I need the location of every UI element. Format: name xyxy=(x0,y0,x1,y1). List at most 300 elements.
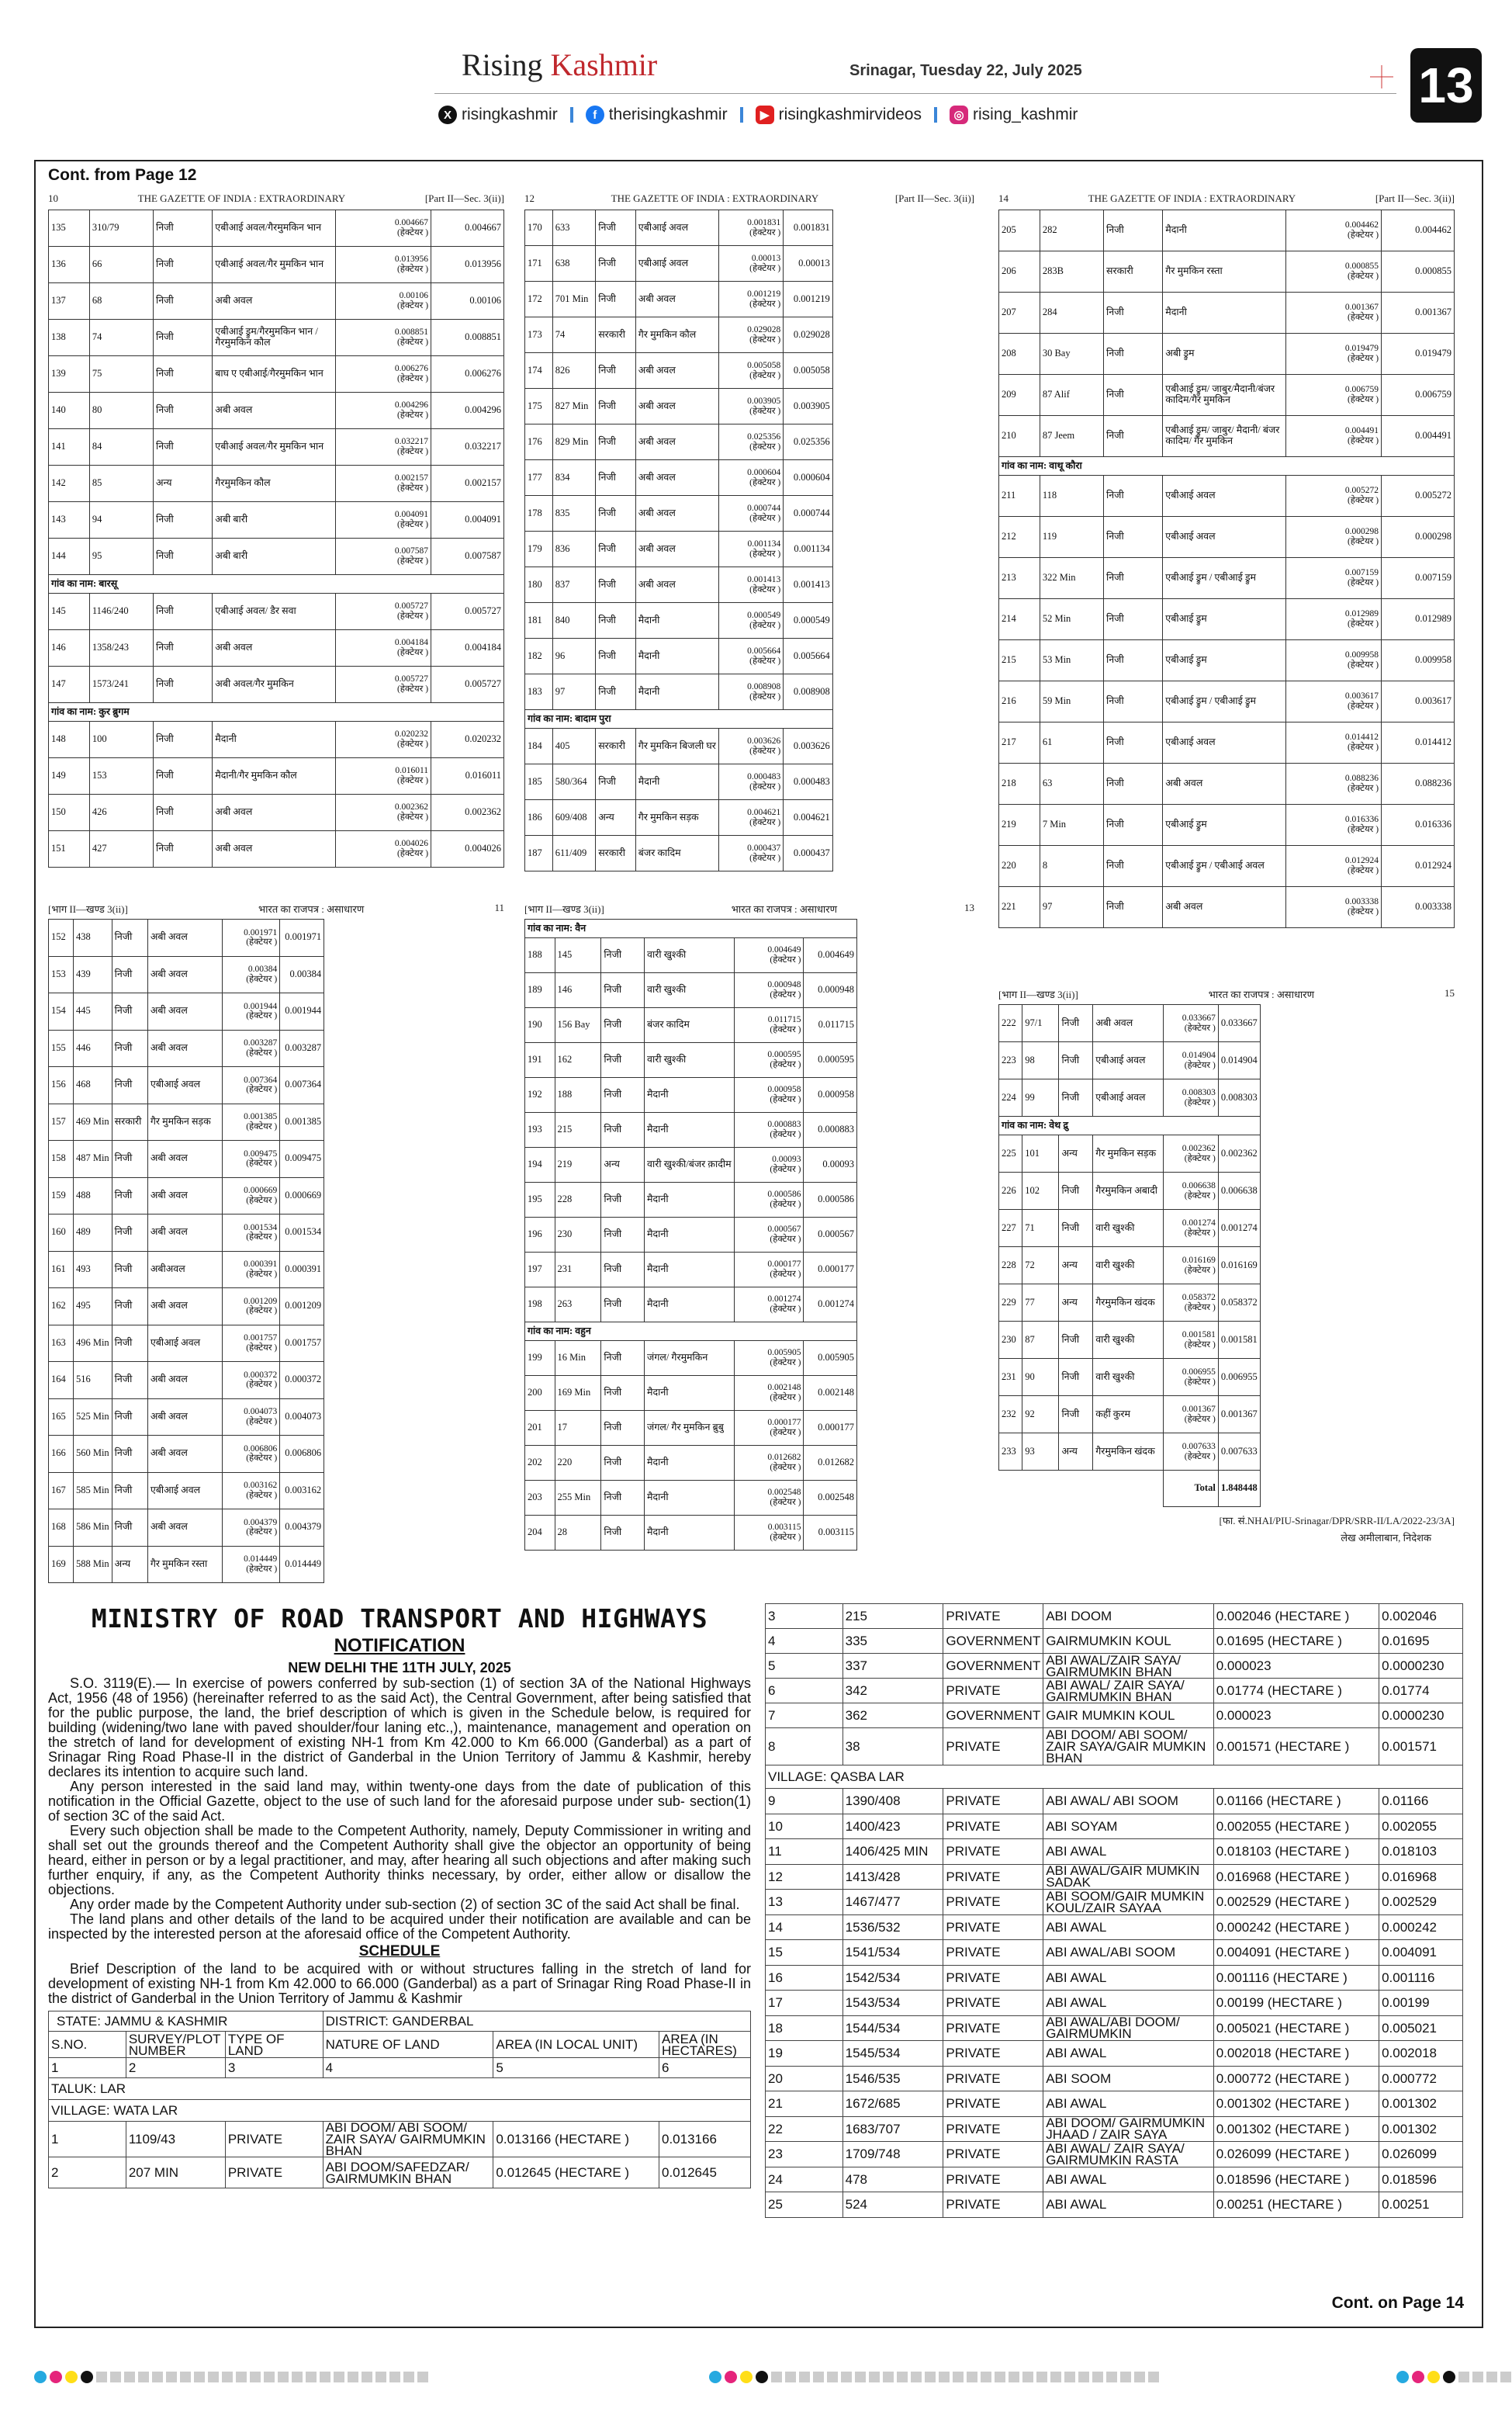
area-cell: 0.018103 (HECTARE ) xyxy=(1213,1839,1379,1865)
serial-cell: 197 xyxy=(525,1253,555,1287)
area-cell xyxy=(222,1177,280,1214)
survey-cell: 16 Min xyxy=(555,1341,601,1376)
serial-cell: 231 xyxy=(999,1359,1022,1396)
serial-cell: 198 xyxy=(525,1287,555,1322)
registration-square-icon xyxy=(911,2372,922,2382)
registration-square-icon xyxy=(306,2372,317,2382)
type-cell: PRIVATE xyxy=(943,1728,1043,1765)
registration-square-icon xyxy=(1022,2372,1033,2382)
registration-square-icon xyxy=(939,2372,950,2382)
survey-cell: 283B xyxy=(1040,251,1103,293)
area-cell xyxy=(222,920,280,957)
social-handle: rising_kashmir xyxy=(973,106,1078,123)
registration-square-icon xyxy=(995,2372,1005,2382)
color-registration-strip-center xyxy=(709,2368,1159,2386)
serial-cell: 164 xyxy=(49,1362,74,1399)
area-cell xyxy=(335,594,431,630)
area-cell xyxy=(718,246,783,282)
table-row xyxy=(999,210,1455,251)
hectare-cell: 0.004462 xyxy=(1382,210,1455,251)
hectare-cell: 0.007364 xyxy=(280,1067,324,1104)
registration-square-icon xyxy=(292,2372,303,2382)
serial-cell: 2 xyxy=(49,2157,126,2188)
type-cell: सरकारी xyxy=(596,317,636,353)
hectare-cell: 0.001302 xyxy=(1379,2091,1463,2117)
area-value: 0.016011 xyxy=(395,766,429,776)
village-label: VILLAGE: QASBA LAR xyxy=(766,1765,1463,1789)
serial-cell: 176 xyxy=(525,424,553,460)
serial-cell: 138 xyxy=(49,320,90,356)
area-value: 0.020232 xyxy=(394,729,429,740)
hectare-cell: 0.001302 xyxy=(1379,2116,1463,2142)
survey-cell: 337 xyxy=(842,1654,943,1679)
table-row xyxy=(999,416,1455,457)
serial-cell: 14 xyxy=(766,1914,843,1940)
nature-cell: अबी अवल xyxy=(147,1141,222,1178)
separator xyxy=(934,107,937,123)
area-unit: (हेक्टेयर ) xyxy=(246,1121,278,1131)
social-instagram[interactable] xyxy=(950,106,1078,124)
type-cell: निजी xyxy=(112,1288,147,1325)
type-cell: निजी xyxy=(1059,1322,1093,1359)
type-cell: PRIVATE xyxy=(943,2066,1043,2091)
table-header-row xyxy=(49,2032,751,2058)
survey-cell: 826 xyxy=(552,353,596,389)
youtube-icon: ▶ xyxy=(756,106,774,124)
serial-cell: 208 xyxy=(999,334,1040,375)
nature-cell: अबी अवल xyxy=(147,1288,222,1325)
area-value: 0.003617 xyxy=(1344,691,1379,702)
table-row xyxy=(766,1991,1463,2016)
hectare-cell: 0.003162 xyxy=(280,1472,324,1509)
serial-cell: 145 xyxy=(49,594,90,630)
serial-cell: 141 xyxy=(49,429,90,466)
survey-cell: 1413/428 xyxy=(842,1864,943,1890)
color-registration-strip-left xyxy=(34,2368,428,2386)
gazette-table xyxy=(998,210,1455,928)
table-row xyxy=(999,887,1455,928)
hectare-cell: 0.002157 xyxy=(431,466,504,502)
type-cell: निजी xyxy=(1059,1005,1093,1042)
table-row xyxy=(49,831,504,868)
gazette-page-header xyxy=(524,192,974,206)
area-value: 0.000669 xyxy=(244,1186,278,1196)
table-row xyxy=(49,1214,324,1252)
hectare-cell: 0.006638 xyxy=(1218,1173,1260,1210)
nature-cell: एबीआई अवल xyxy=(147,1067,222,1104)
gazette-header-left: [भाग II—खण्ड 3(ii)] xyxy=(48,903,128,915)
nature-cell: एबीआई अवल/गैरमुमकिन भान xyxy=(213,210,335,247)
survey-cell: 53 Min xyxy=(1040,640,1103,681)
type-cell: निजी xyxy=(1104,334,1163,375)
type-cell: PRIVATE xyxy=(943,2192,1043,2218)
registration-square-icon xyxy=(124,2372,135,2382)
hectare-cell: 0.018596 xyxy=(1379,2167,1463,2192)
area-value: 0.032217 xyxy=(394,437,429,447)
area-cell xyxy=(718,567,783,603)
total-label: Total xyxy=(1164,1471,1219,1507)
table-row xyxy=(525,1481,857,1516)
serial-cell: 9 xyxy=(766,1789,843,1814)
nature-cell: अबी अवल xyxy=(635,353,718,389)
type-cell: निजी xyxy=(596,603,636,639)
registration-square-icon xyxy=(264,2372,275,2382)
serial-cell: 194 xyxy=(525,1148,555,1183)
area-unit: (हेक्टेयर ) xyxy=(749,584,781,594)
table-row xyxy=(49,1251,324,1288)
social-youtube[interactable] xyxy=(756,106,922,124)
nature-cell: ABI AWAL/ ZAIR SAYA/ GAIRMUMKIN RASTA xyxy=(1043,2142,1213,2167)
area-unit: (हेक्टेयर ) xyxy=(246,1490,278,1500)
table-row xyxy=(999,558,1455,599)
registration-square-icon xyxy=(1009,2372,1019,2382)
type-cell: निजी xyxy=(1059,1396,1093,1433)
survey-cell: 310/79 xyxy=(89,210,153,247)
nature-cell: ABI AWAL/GAIR MUMKIN SADAK xyxy=(1043,1864,1213,1890)
area-cell: 0.001116 (HECTARE ) xyxy=(1213,1965,1379,1991)
area-unit: (हेक्टेयर ) xyxy=(396,556,429,566)
area-cell: 0.018596 (HECTARE ) xyxy=(1213,2167,1379,2192)
area-cell xyxy=(718,729,783,764)
nature-cell: अबी अवल xyxy=(147,920,222,957)
hectare-cell: 0.016968 xyxy=(1379,1864,1463,1890)
nature-cell: ABI AWAL/ABI DOOM/ GAIRMUMKIN xyxy=(1043,2015,1213,2041)
survey-cell: 30 Bay xyxy=(1040,334,1103,375)
nature-cell: एबीआई ड्रुम/ जाबुर/मैदानी/बंजर कादिम/गैर मुमकिन xyxy=(1163,375,1285,416)
hectare-cell: 0.008851 xyxy=(431,320,504,356)
area-unit: (हेक्टेयर ) xyxy=(396,740,429,749)
table-row xyxy=(999,681,1455,722)
area-unit: (हेक्टेयर ) xyxy=(770,1428,801,1437)
area-cell: 0.01166 (HECTARE ) xyxy=(1213,1789,1379,1814)
nature-cell: एबीआई अवल/ डैर सवा xyxy=(213,594,335,630)
hectare-cell: 0.006806 xyxy=(280,1436,324,1473)
gazette-footer-reference: [फा. सं.NHAI/PIU-Srinagar/DPR/SRR-II/LA/2022-23/3A] xyxy=(1219,1515,1455,1526)
area-cell xyxy=(222,1251,280,1288)
type-cell: निजी xyxy=(601,1411,645,1446)
hectare-cell: 0.019479 xyxy=(1382,334,1455,375)
registration-dot-icon xyxy=(1396,2371,1409,2383)
table-row xyxy=(49,247,504,283)
gazette-header-center: THE GAZETTE OF INDIA : EXTRAORDINARY xyxy=(1088,192,1296,204)
area-cell xyxy=(1164,1359,1219,1396)
registration-dot-icon xyxy=(756,2371,768,2383)
registration-square-icon xyxy=(785,2372,796,2382)
registration-square-icon xyxy=(897,2372,908,2382)
nature-cell: ABI SOOM/GAIR MUMKIN KOUL/ZAIR SAYAA xyxy=(1043,1890,1213,1915)
survey-cell: 496 Min xyxy=(73,1325,112,1362)
hectare-cell: 0.014449 xyxy=(280,1546,324,1583)
area-unit: (हेक्टेयर ) xyxy=(1347,660,1379,670)
area-unit: (हेक्टेयर ) xyxy=(1347,272,1379,281)
table-row xyxy=(999,1042,1261,1079)
nature-cell: वारी खुश्की xyxy=(1093,1247,1164,1284)
area-unit: (हेक्टेयर ) xyxy=(770,1270,801,1279)
hectare-cell: 0.004184 xyxy=(431,630,504,667)
nature-cell: ABI SOYAM xyxy=(1043,1814,1213,1839)
type-cell: निजी xyxy=(601,1341,645,1376)
registration-square-icon xyxy=(813,2372,824,2382)
registration-square-icon xyxy=(883,2372,894,2382)
table-row xyxy=(999,640,1455,681)
type-cell: निजी xyxy=(1104,887,1163,928)
area-unit: (हेक्टेयर ) xyxy=(1347,619,1379,629)
survey-cell: 1406/425 MIN xyxy=(842,1839,943,1865)
area-value: 0.000567 xyxy=(767,1225,801,1235)
area-cell: 0.002018 (HECTARE ) xyxy=(1213,2041,1379,2067)
type-cell: निजी xyxy=(112,1436,147,1473)
serial-cell: 230 xyxy=(999,1322,1022,1359)
nature-cell: अबी अवल xyxy=(213,283,335,320)
nature-cell: ABI AWAL/ABI SOOM xyxy=(1043,1940,1213,1966)
type-cell: निजी xyxy=(1104,476,1163,517)
type-cell: निजी xyxy=(601,1376,645,1411)
table-row xyxy=(525,460,833,496)
nature-cell: मैदानी xyxy=(645,1287,735,1322)
serial-cell: 158 xyxy=(49,1141,74,1178)
area-unit: (हेक्टेयर ) xyxy=(396,520,429,529)
table-row xyxy=(49,1509,324,1547)
registration-mark-icon xyxy=(1370,65,1393,88)
hectare-cell: 0.001367 xyxy=(1382,293,1455,334)
nature-cell: मैदानी xyxy=(645,1078,735,1113)
area-value: 0.004649 xyxy=(767,945,801,955)
area-value: 0.001367 xyxy=(1182,1404,1216,1414)
serial-cell: 162 xyxy=(49,1288,74,1325)
area-cell: 0.000023 xyxy=(1213,1703,1379,1728)
table-row xyxy=(49,1546,324,1583)
nature-cell: एबीआई ड्रुम xyxy=(1163,805,1285,846)
area-unit: (हेक्टेयर ) xyxy=(1184,1228,1216,1238)
hectare-cell: 0.025356 xyxy=(784,424,833,460)
table-row xyxy=(525,353,833,389)
survey-cell: 87 Jeem xyxy=(1040,416,1103,457)
area-unit: (हेक्टेयर ) xyxy=(1347,825,1379,834)
registration-square-icon xyxy=(1486,2372,1497,2382)
area-value: 0.008303 xyxy=(1182,1087,1216,1097)
type-cell: निजी xyxy=(601,973,645,1008)
type-cell: निजी xyxy=(596,639,636,674)
area-value: 0.000177 xyxy=(767,1260,801,1270)
table-row xyxy=(999,1359,1261,1396)
area-cell xyxy=(718,532,783,567)
type-cell: निजी xyxy=(1104,558,1163,599)
gazette-header-center: भारत का राजपत्र : असाधारण xyxy=(731,903,838,915)
hectare-cell: 0.000567 xyxy=(804,1218,857,1253)
type-cell: अन्य xyxy=(1059,1433,1093,1471)
nature-cell: ABI DOOM/SAFEDZAR/ GAIRMUMKIN BHAN xyxy=(323,2157,493,2188)
survey-cell: 427 xyxy=(89,831,153,868)
hectare-cell: 0.029028 xyxy=(784,317,833,353)
hectare-cell: 0.012682 xyxy=(804,1446,857,1481)
hectare-cell: 0.01774 xyxy=(1379,1679,1463,1703)
serial-cell: 13 xyxy=(766,1890,843,1915)
serial-cell: 25 xyxy=(766,2192,843,2218)
survey-cell: 93 xyxy=(1022,1433,1059,1471)
type-cell: निजी xyxy=(601,1218,645,1253)
serial-cell: 187 xyxy=(525,836,553,871)
area-unit: (हेक्टेयर ) xyxy=(749,513,781,523)
area-value: 0.088236 xyxy=(1344,774,1379,784)
survey-cell: 836 xyxy=(552,532,596,567)
type-cell: निजी xyxy=(112,1177,147,1214)
area-value: 0.001413 xyxy=(747,574,781,584)
survey-cell: 92 xyxy=(1022,1396,1059,1433)
serial-cell: 15 xyxy=(766,1940,843,1966)
nature-cell: वारी खुश्की xyxy=(1093,1359,1164,1396)
table-row xyxy=(999,1471,1261,1507)
table-row xyxy=(525,1446,857,1481)
table-row xyxy=(525,639,833,674)
registration-square-icon xyxy=(1036,2372,1047,2382)
hectare-cell: 0.007633 xyxy=(1218,1433,1260,1471)
area-value: 0.000372 xyxy=(244,1370,278,1380)
type-cell: निजी xyxy=(1059,1042,1093,1079)
serial-cell: 150 xyxy=(49,795,90,831)
area-cell xyxy=(335,831,431,868)
gazette-page-header xyxy=(998,192,1455,206)
area-cell xyxy=(1285,517,1381,558)
table-row xyxy=(525,1411,857,1446)
survey-cell: 75 xyxy=(89,356,153,393)
area-cell xyxy=(1285,640,1381,681)
social-facebook[interactable] xyxy=(586,106,728,124)
registration-square-icon xyxy=(152,2372,163,2382)
type-cell: निजी xyxy=(601,1253,645,1287)
type-cell: निजी xyxy=(154,320,213,356)
hectare-cell: 0.001413 xyxy=(784,567,833,603)
area-value: 0.007364 xyxy=(244,1075,278,1085)
hectare-cell: 0.001116 xyxy=(1379,1965,1463,1991)
notice-paragraph: Every such objection shall be made to the Competent Authority, namely, Deputy Commissioner in writing and shall set out the grounds thereof and the Competent Authority shall give the objector an opportunity of being heard, either in person or by a legal practitioner, and may, after hearing all such objections and after making such further enquiry, if any, as the Competent Authority thinks necessary, by order, either allow or disallow the objections. xyxy=(48,1823,751,1897)
hectare-cell: 0.003626 xyxy=(784,729,833,764)
nature-cell: मैदानी xyxy=(213,722,335,758)
survey-cell: 1390/408 xyxy=(842,1789,943,1814)
registration-square-icon xyxy=(110,2372,121,2382)
taluk-label: TALUK: LAR xyxy=(49,2078,751,2100)
registration-dot-icon xyxy=(1443,2371,1455,2383)
nature-cell: एबीआई अवल xyxy=(1163,722,1285,764)
table-row xyxy=(525,973,857,1008)
survey-cell: 405 xyxy=(552,729,596,764)
hectare-cell: 0.001971 xyxy=(280,920,324,957)
survey-cell: 1542/534 xyxy=(842,1965,943,1991)
survey-cell: 188 xyxy=(555,1078,601,1113)
registration-square-icon xyxy=(278,2372,289,2382)
serial-cell: 204 xyxy=(525,1516,555,1551)
registration-square-icon xyxy=(855,2372,866,2382)
table-row xyxy=(525,496,833,532)
nature-cell: गैरमुमकिन अबादी xyxy=(1093,1173,1164,1210)
survey-cell: 87 Alif xyxy=(1040,375,1103,416)
table-row xyxy=(49,594,504,630)
social-x[interactable] xyxy=(438,106,558,124)
nature-cell: अबी बारी xyxy=(213,539,335,575)
gazette-header-center: भारत का राजपत्र : असाधारण xyxy=(258,903,365,915)
area-unit: (हेक्टेयर ) xyxy=(396,684,429,694)
serial-cell: 216 xyxy=(999,681,1040,722)
type-cell: PRIVATE xyxy=(943,1604,1043,1629)
nature-cell: वारी खुश्की xyxy=(1093,1210,1164,1247)
hectare-cell: 0.003338 xyxy=(1382,887,1455,928)
gazette-page-13 xyxy=(524,902,974,1589)
color-registration-strip-right xyxy=(1396,2368,1511,2386)
area-value: 0.001134 xyxy=(747,539,781,549)
registration-square-icon xyxy=(194,2372,205,2382)
nature-cell: जंगल/ गैर मुमकिन ब्रुबु xyxy=(645,1411,735,1446)
area-cell xyxy=(1164,1042,1219,1079)
serial-cell: 185 xyxy=(525,764,553,800)
village-heading: गांव का नाम: बादाम पुरा xyxy=(525,710,833,729)
table-row xyxy=(525,603,833,639)
survey-cell: 28 xyxy=(555,1516,601,1551)
hectare-cell: 0.007587 xyxy=(431,539,504,575)
survey-cell: 1683/707 xyxy=(842,2116,943,2142)
table-row xyxy=(49,1362,324,1399)
hectare-cell: 0.005905 xyxy=(804,1341,857,1376)
table-row xyxy=(525,532,833,567)
survey-cell: 560 Min xyxy=(73,1436,112,1473)
table-row xyxy=(999,1247,1261,1284)
area-unit: (हेक्टेयर ) xyxy=(396,447,429,456)
type-cell: निजी xyxy=(154,429,213,466)
nature-cell: ABI AWAL xyxy=(1043,2041,1213,2067)
area-cell xyxy=(734,1008,804,1043)
area-value: 0.006276 xyxy=(394,364,429,374)
area-value: 0.002362 xyxy=(394,802,429,813)
type-cell: निजी xyxy=(112,1251,147,1288)
hectare-cell: 0.000669 xyxy=(280,1177,324,1214)
hectare-cell: 0.009958 xyxy=(1382,640,1455,681)
survey-cell: 74 xyxy=(89,320,153,356)
brand-logo[interactable] xyxy=(462,47,657,83)
area-unit: (हेक्टेयर ) xyxy=(246,1159,278,1169)
type-cell: निजी xyxy=(112,993,147,1031)
type-cell: निजी xyxy=(112,1030,147,1067)
survey-cell: 439 xyxy=(73,956,112,993)
area-value: 0.004091 xyxy=(394,510,429,520)
survey-cell: 1536/532 xyxy=(842,1914,943,1940)
survey-cell: 94 xyxy=(89,502,153,539)
type-cell: निजी xyxy=(154,283,213,320)
table-row xyxy=(766,1703,1463,1728)
area-cell xyxy=(718,460,783,496)
type-cell: निजी xyxy=(112,1509,147,1547)
hectare-cell: 0.001274 xyxy=(804,1287,857,1322)
survey-cell: 516 xyxy=(73,1362,112,1399)
serial-cell: 186 xyxy=(525,800,553,836)
registration-square-icon xyxy=(1064,2372,1075,2382)
area-value: 0.006955 xyxy=(1182,1367,1216,1377)
area-value: 0.005727 xyxy=(394,674,429,684)
survey-cell: 524 xyxy=(842,2192,943,2218)
area-unit: (हेक्टेयर ) xyxy=(246,1343,278,1353)
area-cell xyxy=(222,1509,280,1547)
serial-cell: 22 xyxy=(766,2116,843,2142)
area-unit: (हेक्टेयर ) xyxy=(396,483,429,493)
state-label: STATE: JAMMU & KASHMIR xyxy=(49,2011,324,2032)
table-row xyxy=(525,1078,857,1113)
survey-cell: 68 xyxy=(89,283,153,320)
area-value: 0.029028 xyxy=(747,324,781,334)
table-row xyxy=(766,1839,1463,1865)
survey-cell: 97 xyxy=(552,674,596,710)
nature-cell: गैर मुमकिन सड़क xyxy=(1093,1135,1164,1173)
registration-square-icon xyxy=(180,2372,191,2382)
hectare-cell: 0.004379 xyxy=(280,1509,324,1547)
area-unit: (हेक्टेयर ) xyxy=(396,228,429,237)
serial-cell: 203 xyxy=(525,1481,555,1516)
